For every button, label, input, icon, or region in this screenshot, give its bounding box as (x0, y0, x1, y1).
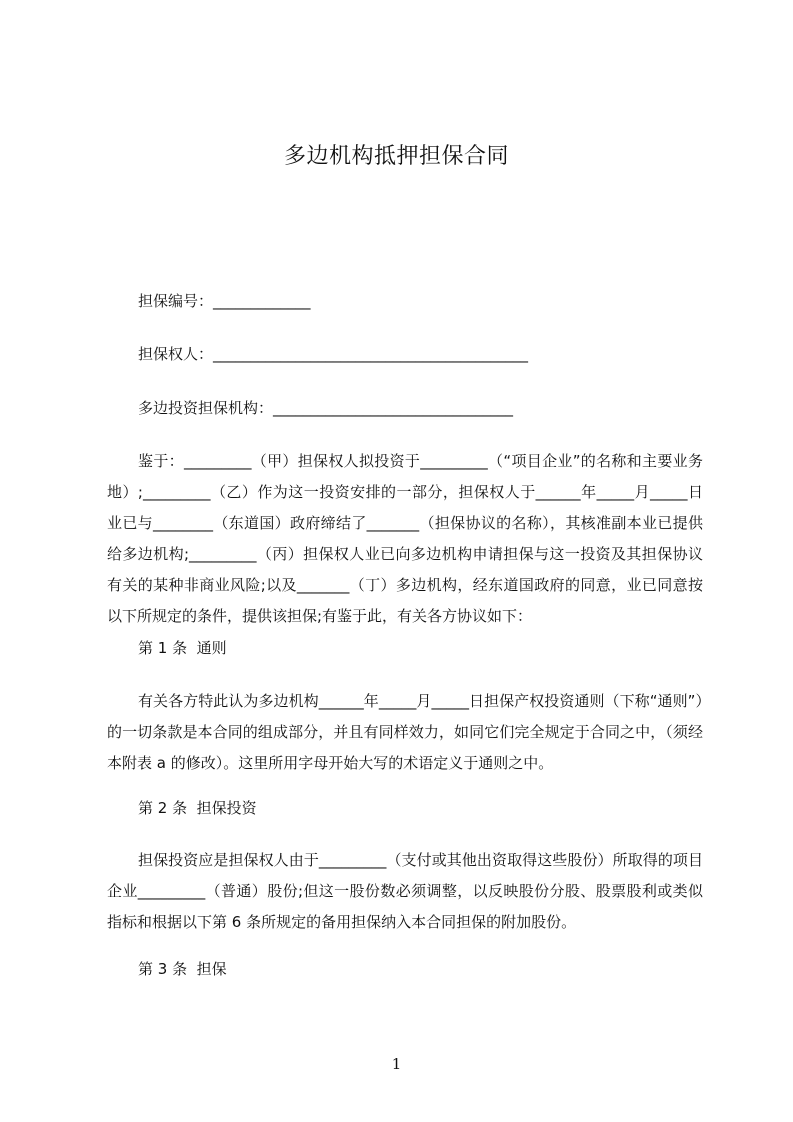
article-1-heading: 第 1 条 通则 (138, 639, 227, 657)
article-2-text: 担保投资应是担保权人由于_________（支付或其他出资取得这些股份）所取得的项目企业_________（普通）股份;但这一股份数必须调整，以反映股份分股、股票股利或类似指标和根据以下第 6 条所规定的备用担保纳入本合同担保的附加股份。 (107, 851, 703, 931)
article-2-heading: 第 2 条 担保投资 (138, 799, 257, 817)
page-number: 1 (391, 1055, 402, 1073)
guarantee-holder-field: 担保权人：__________________________________________ (138, 345, 529, 363)
article-1-text: 有关各方特此认为多边机构______年_____月_____日担保产权投资通则（下称“通则”）的一切条款是本合同的组成部分，并且有同样效力，如同它们完全规定于合同之中，（须经本附表 a 的修改）。这里所用字母开始大写的术语定义于通则之中。 (107, 692, 703, 772)
recital-paragraph: 鉴于：_________（甲）担保权人拟投资于_________（“项目企业”的名称和主要业务地）;_________（乙）作为这一投资安排的一部分，担保权人于______年_____月_____日业已与________（东道国）政府缔结了_______（担保协议的名称），其核准副本业已提供给多边机构;_________（丙）担保权人业已向多边机构申请担保与这一投资及其担保协议有关的某种非商业风险;以及_______（丁）多边机构，经东道国政府的同意，业已同意按以下所规定的条件，提供该担保;有鉴于此，有关各方协议如下： (107, 452, 703, 625)
multilateral-agency-field: 多边投资担保机构：________________________________ (138, 399, 514, 417)
guarantee-number-field: 担保编号：_____________ (138, 292, 311, 310)
document-title: 多边机构抵押担保合同 (283, 144, 509, 169)
article-3-heading: 第 3 条 担保 (138, 960, 227, 978)
